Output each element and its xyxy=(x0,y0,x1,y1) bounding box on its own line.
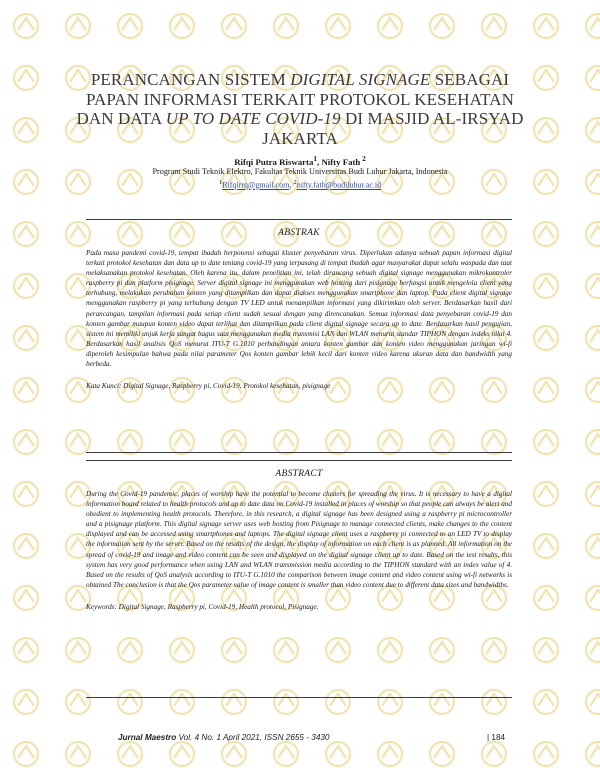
email-link[interactable]: nifty.fath@budiluhur.ac.id xyxy=(296,180,382,190)
title-part-italic: UP TO DATE COVID-19 xyxy=(165,109,341,128)
separator: , xyxy=(289,180,294,190)
title-part: PERANCANGAN SISTEM xyxy=(90,70,291,89)
author-superscript: 2 xyxy=(360,154,366,163)
author-superscript: 1 xyxy=(313,154,318,163)
author-line xyxy=(60,154,540,167)
email-superscript: 2 xyxy=(293,179,297,186)
author-name: Rifqi Putra Riswarta xyxy=(234,156,314,167)
title-part-italic: DIGITAL SIGNAGE xyxy=(290,70,431,89)
paper-title xyxy=(70,70,530,148)
abstrak-keywords: Kata Kunci: Digital Signage, Raspberry pi, Covid-19, Protokol kesehatan, pisignage xyxy=(86,382,331,391)
affiliation: Program Studi Teknik Elektro, Fakultas Teknik Universitas Budi Luhur Jakarta, Indonesia xyxy=(152,167,448,176)
title-part: DI MASJID AL-IRSYAD JAKARTA xyxy=(262,109,524,148)
email-link[interactable]: Rifqirrq@gmail.com xyxy=(222,180,290,190)
journal-name: Jurnal Maestro xyxy=(118,733,177,742)
email-superscript: 1 xyxy=(218,179,223,186)
abstract-heading: ABSTRACT xyxy=(275,469,323,479)
abstrak-box xyxy=(86,219,512,453)
abstract-body: During the Covid-19 pandemic, places of worship have the potential to become clusters for spreading the virus. It is necessary to have a digital information board related to health protocols and up to date data on Covid-19 installed in places of worship so that people can always be alert and obedient to implementing health protocols. Therefore, in this research, a digital signage has been designed using a raspberry pi microcontroller and a pisignage platform. This digital signage server uses web hosting from Pisignage to manage connected clients, make changes to the content displayed and can be accessed using smartphones and laptops. The digital signage client uses a raspberry pi connected to an LED TV to display the information sent by the server. Based on the results of the design, the display of information on each client is as planned. All information on the spread of covid-19 and image and video content can be seen and displayed on the digital signage client up to date. Based on the test results, this system has very good performance when using LAN and WLAN transmission media according to the TIPHON standard with an index value of 4. Based on the results of QoS analysis according to ITU-T G.1010 the comparison between image content and video content using wi-fi networks is obtained The conclusion is that the Qos parameter value of image content is smaller than video content due to different data sizes and bandwidths. xyxy=(86,490,512,589)
abstrak-body: Pada masa pandemi covid-19, tempat ibadah berpotensi sebagai kluster penyebaran virus. Diperlukan adanya sebuah papan informasi digital terkait protokol kesehatan dan data up to date tentang covid-19 yang terpasang di tempat ibadah agar masyarakat dapat selalu waspada dan taat melaksanakan protokol kesehatan. Oleh karena itu, dalam penelitian ini, telah dirancang sebuah digital signage menggunakan mikrokontroler raspberry pi dan platform pisignage. Server digital signage ini menggunakan web hosting dari pisignage berfungsi untuk mengelola client yang terhubung, melakukan perubahan konten yang ditampilkan dan dapat diakses menggunakan smartphone dan laptop. Pada client digital signage menggunakan raspberry pi yang terhubung dengan TV LED untuk menampilkan informasi yang dikirimkan oleh server. Berdasarkan hasil dari perancangan, tampilan informasi pada setiap client sudah sesuai dengan yang direncanakan. Semua informasi data penyebaran covid-19 dan konten gambar maupun konten video dapat terlihat dan ditampilkan pada client digital signage secara up to date. Berdasarkan hasil pengujian, sistem ini memiliki unjuk kerja sangat bagus saat menggunakan media transmisi LAN dan WLAN menurut standar TIPHON dengan indeks nilai 4. Berdasarkan hasil analisis QoS menurut ITU-T G.1010 perbandingan antara konten gambar dan konten video menggunakan jaringan wi-fi diperoleh kesimpulan bahwa pada nilai parameter Qos konten gambar lebih kecil dari konten video karena ukuran data dan bandwidth yang berbeda. xyxy=(86,249,512,369)
journal-issue: Vol. 4 No. 1 April 2021, ISSN 2655 - 3430 xyxy=(176,733,330,742)
author-name: Nifty Fath xyxy=(321,156,361,167)
abstract-box xyxy=(86,460,512,698)
journal-footer xyxy=(118,733,329,742)
abstrak-heading: ABSTRAK xyxy=(278,228,320,238)
email-line xyxy=(60,179,540,190)
page-number: | 184 xyxy=(487,733,506,742)
title-part: SEBAGAI PAPAN INFORMASI TERKAIT PROTOKOL KESEHATAN DAN DATA xyxy=(76,70,514,128)
separator: , xyxy=(317,156,322,167)
abstract-keywords: Keywords: Digital Signage, Raspberry pi, Covid-19, Health protocol, Pisignage. xyxy=(86,602,319,611)
